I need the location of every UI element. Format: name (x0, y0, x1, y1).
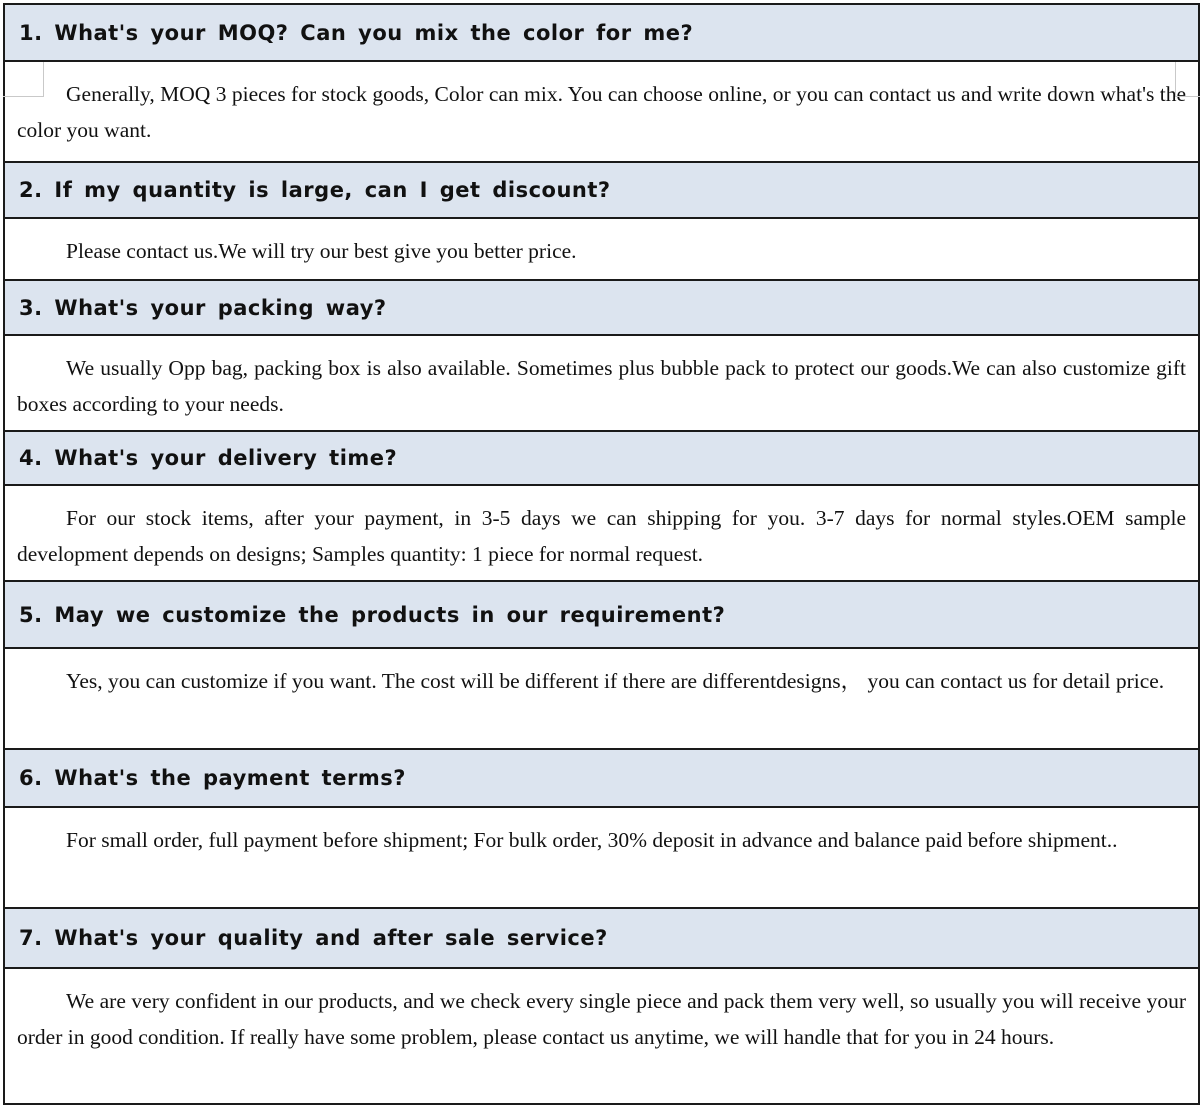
faq-question: 3. What's your packing way? (5, 281, 1198, 336)
faq-question: 5. May we customize the products in our requirement? (5, 582, 1198, 649)
faq-question: 6. What's the payment terms? (5, 750, 1198, 808)
faq-answer: We usually Opp bag, packing box is also available. Sometimes plus bubble pack to protect our goods.We can also customize gift boxes according to your needs. (5, 336, 1198, 432)
faq-answer: Yes, you can customize if you want. The cost will be different if there are differentdesigns， you can contact us for detail price. (5, 649, 1198, 750)
faq-question: 4. What's your delivery time? (5, 432, 1198, 486)
faq-answer: Please contact us.We will try our best give you better price. (5, 219, 1198, 281)
faq-question: 1. What's your MOQ? Can you mix the color for me? (5, 5, 1198, 62)
faq-answer: For small order, full payment before shipment; For bulk order, 30% deposit in advance and balance paid before shipment.. (5, 808, 1198, 909)
faq-question: 7. What's your quality and after sale service? (5, 909, 1198, 969)
faq-answer: We are very confident in our products, and we check every single piece and pack them very well, so usually you will receive your order in good condition. If really have some problem, please contact us anytime, we will handle that for you in 24 hours. (5, 969, 1198, 1103)
faq-question: 2. If my quantity is large, can I get discount? (5, 163, 1198, 219)
faq-answer: Generally, MOQ 3 pieces for stock goods, Color can mix. You can choose online, or you can contact us and write down what's the color you want. (5, 62, 1198, 163)
faq-answer: For our stock items, after your payment, in 3-5 days we can shipping for you. 3-7 days for normal styles.OEM sample development depends on designs; Samples quantity: 1 piece for normal request. (5, 486, 1198, 582)
faq-table (3, 3, 1200, 1105)
